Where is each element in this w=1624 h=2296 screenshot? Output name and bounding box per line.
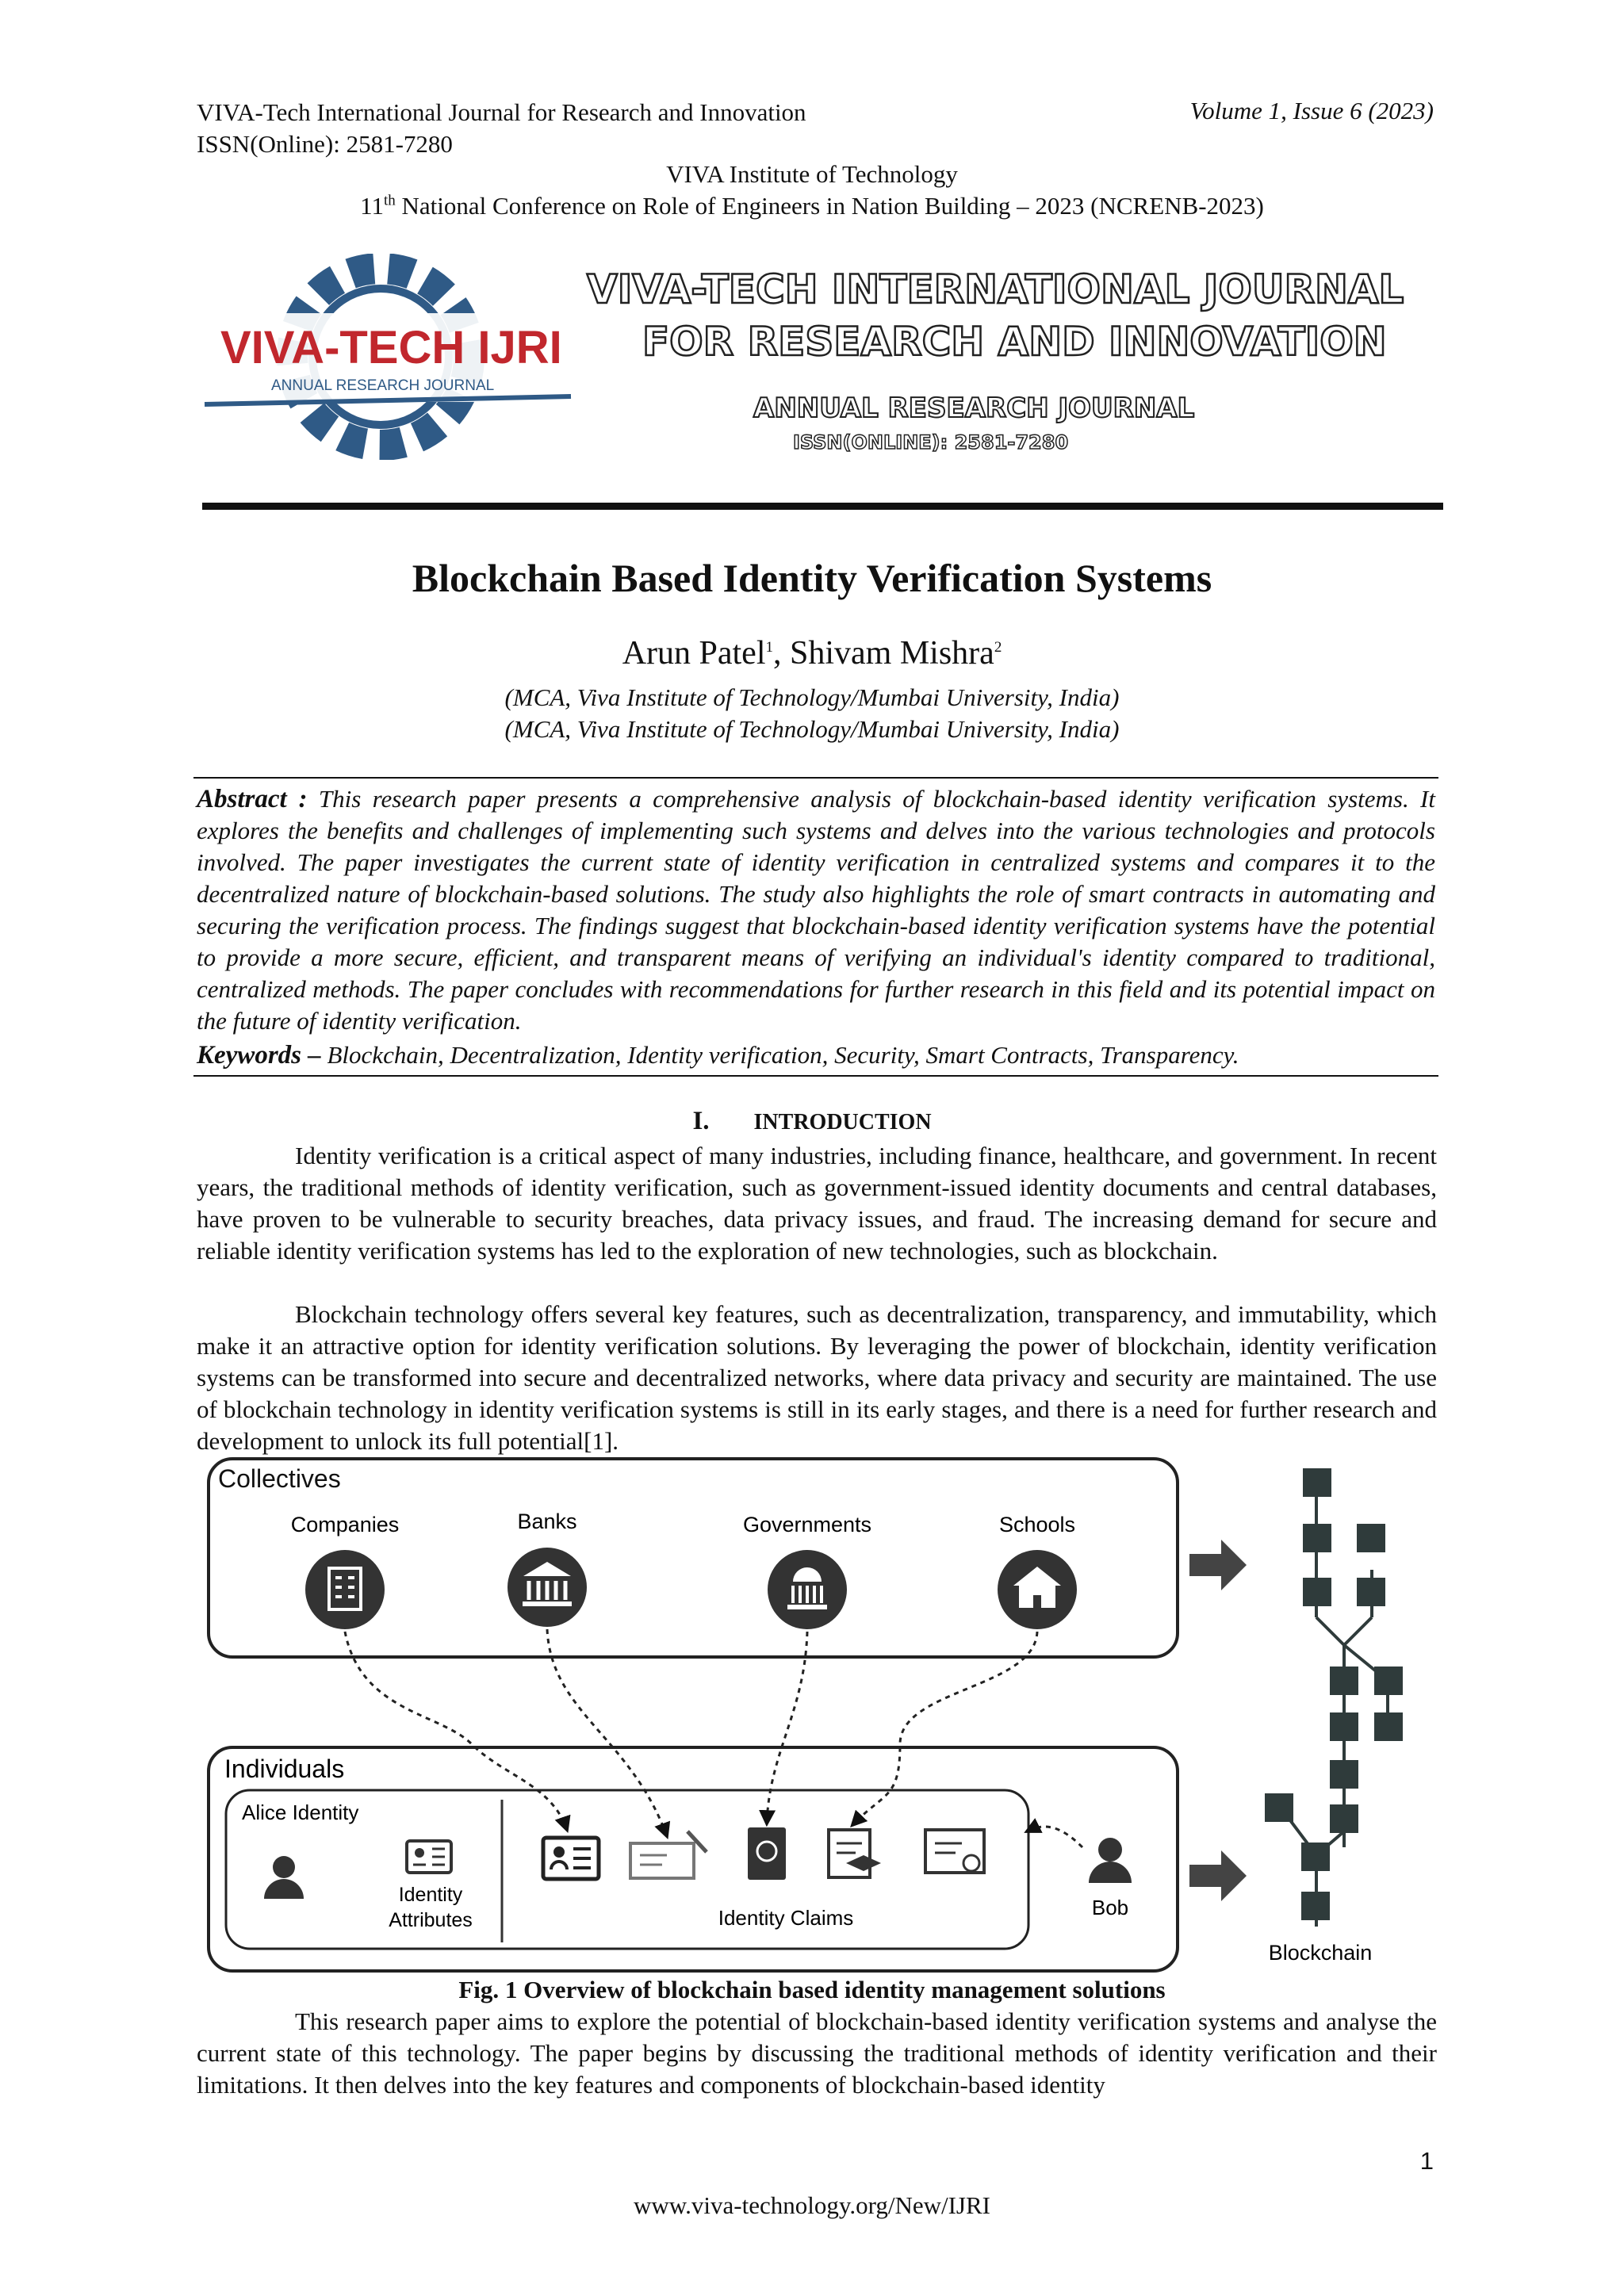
keywords-text: Blockchain, Decentralization, Identity verification, Security, Smart Contracts, Transparency. <box>327 1041 1239 1069</box>
section-heading: I. INTRODUCTION <box>692 1107 932 1135</box>
banner-line-2: FOR RESEARCH AND INNOVATION <box>642 319 1387 365</box>
paragraph-1: Identity verification is a critical aspect of many industries, including finance, healthcare, and government. In recent years, the traditional methods of identity verification, such as government-issued identity documents and central databases, have proven to be vulnerable to security breaches, data privacy issues, and fraud. The increasing demand for secure and reliable identity verification systems has led to the exploration of new technologies, such as blockchain. <box>197 1142 1437 1265</box>
bob-person-icon <box>1089 1838 1132 1883</box>
entity-label-banks: Banks <box>517 1510 577 1533</box>
affiliation-2: (MCA, Viva Institute of Technology/Mumbai University, India) <box>504 715 1120 743</box>
cheque-icon <box>630 1831 707 1878</box>
abstract-bottom-rule <box>193 1075 1438 1077</box>
authors: Arun Patel$^1$, Shivam Mishra$^2$ <box>622 635 1002 672</box>
identity-claims-label: Identity Claims <box>718 1906 854 1930</box>
paragraph-2: Blockchain technology offers several key features, such as decentralization, transparency, and immutability, which make it an attractive option for identity verification solutions. By leveraging the power of blockchain, identity verification systems can be transformed into secure and decentralized networks, where data privacy and security are maintained. The use of blockchain technology in identity verification systems is still in its early stages, and there is a need for further research and development to unlock its full potential[1]. <box>197 1300 1437 1455</box>
bank-icon <box>508 1548 587 1627</box>
banner-line-1: VIVA-TECH INTERNATIONAL JOURNAL <box>587 266 1404 312</box>
identity-attributes-icon <box>407 1841 451 1873</box>
diploma-icon <box>829 1830 881 1877</box>
running-header-left <box>197 97 806 160</box>
alice-person-icon <box>264 1856 304 1899</box>
alice-identity-label: Alice Identity <box>242 1800 359 1824</box>
page-number: 1 <box>1419 2147 1434 2175</box>
banner-line-3: ANNUAL RESEARCH JOURNAL <box>753 392 1195 424</box>
bob-claim-arrow <box>1027 1827 1082 1847</box>
abstract-text: This research paper presents a comprehensive analysis of blockchain-based identity verification systems. It explores the benefits and challenges of implementing such systems and delves into the various technologies and protocols involved. The paper investigates the current state of identity verification in centralized systems and compares it to the decentralized nature of blockchain-based solutions. The study also highlights the role of smart contracts in automating and securing the verification process. The findings suggest that blockchain-based identity verification systems have the potential to provide a more secure, efficient, and transparent means of verifying an individual's identity compared to traditional, centralized methods. The paper concludes with recommendations for further research in this field and its potential impact on the future of identity verification. <box>197 785 1435 1035</box>
abstract <box>197 783 1435 1037</box>
keywords-label: Keywords – <box>197 1041 321 1070</box>
paragraph-3: This research paper aims to explore the potential of blockchain-based identity verification systems and analyse the current state of this technology. The paper begins by discussing the traditional methods of identity verification and their limitations. It then delves into the key features and components of blockchain-based identity <box>197 2007 1437 2099</box>
collectives-to-blockchain-arrow <box>1189 1540 1247 1590</box>
running-header-center <box>0 159 1624 222</box>
id-card-icon <box>543 1838 599 1879</box>
volume-issue: Volume 1, Issue 6 (2023) <box>1189 97 1434 124</box>
journal-banner <box>198 254 1451 460</box>
paper-title: Blockchain Based Identity Verification Systems <box>412 556 1212 600</box>
blockchain-label: Blockchain <box>1268 1941 1373 1965</box>
banks-claim-arrow <box>547 1629 667 1836</box>
figure-caption: Fig. 1 Overview of blockchain based identity management solutions <box>458 1976 1166 2003</box>
entity-label-schools: Schools <box>998 1513 1076 1536</box>
keywords <box>197 1039 1435 1071</box>
passport-icon <box>748 1827 786 1880</box>
figure-1-diagram <box>202 1451 1455 1974</box>
entity-label-companies: Companies <box>290 1513 400 1536</box>
footer-url[interactable]: www.viva-technology.org/New/IJRI <box>634 2191 990 2219</box>
journal-name: VIVA-Tech International Journal for Research and Innovation <box>197 98 806 126</box>
abstract-top-rule <box>193 777 1438 779</box>
author-1: Arun Patel <box>622 635 766 672</box>
entity-label-governments: Governments <box>742 1513 872 1536</box>
affiliation-1: (MCA, Viva Institute of Technology/Mumbai University, India) <box>504 683 1120 711</box>
identity-attributes-label-1: Identity <box>398 1884 463 1906</box>
blockchain-tree-icon <box>1265 1468 1403 1927</box>
bob-label: Bob <box>1091 1896 1129 1919</box>
certificate-icon <box>925 1830 984 1873</box>
conference-name: 11th National Conference on Role of Engineers in Nation Building – 2023 (NCRENB-2023) <box>360 192 1264 220</box>
company-building-icon <box>305 1550 385 1629</box>
schools-claim-arrow <box>852 1632 1037 1825</box>
individuals-to-blockchain-arrow <box>1189 1850 1247 1901</box>
logo-text: VIVA-TECH IJRI <box>220 322 562 373</box>
banner-line-4: ISSN(ONLINE): 2581-7280 <box>793 431 1069 453</box>
institute-name: VIVA Institute of Technology <box>666 160 958 188</box>
individuals-label: Individuals <box>224 1755 345 1783</box>
school-icon <box>998 1550 1077 1629</box>
author-2: Shivam Mishra <box>789 635 994 672</box>
government-building-icon <box>768 1550 847 1629</box>
header-rule <box>202 503 1443 510</box>
logo-subtitle: ANNUAL RESEARCH JOURNAL <box>271 377 495 394</box>
abstract-label: Abstract : <box>197 785 308 813</box>
companies-claim-arrow <box>345 1632 567 1830</box>
collectives-label: Collectives <box>218 1464 341 1493</box>
governments-claim-arrow <box>767 1632 807 1823</box>
identity-attributes-label-2: Attributes <box>389 1909 473 1931</box>
journal-issn: ISSN(Online): 2581-7280 <box>197 130 453 158</box>
